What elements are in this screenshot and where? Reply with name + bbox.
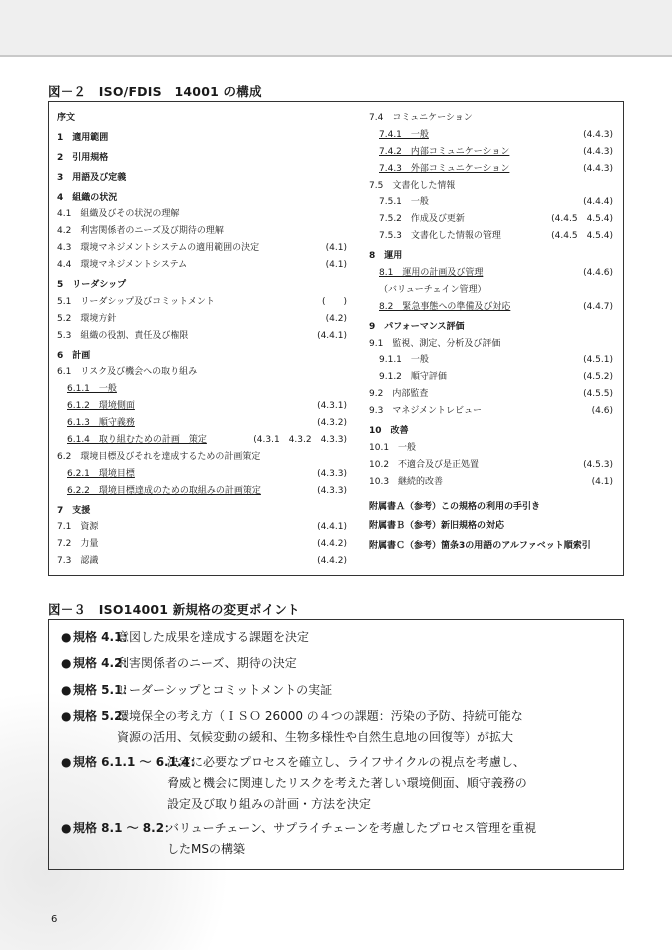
change-point-text — [117, 653, 617, 674]
toc-row — [57, 170, 347, 187]
toc-label: 附属書Ｂ（参考）新旧規格の対応 — [369, 521, 505, 532]
toc-reference: (4.5.3) — [583, 459, 613, 470]
toc-row — [57, 519, 347, 536]
change-point — [61, 627, 617, 648]
toc-label: 1 適用範囲 — [57, 132, 109, 143]
change-point-text — [167, 818, 617, 860]
figure-3-box — [48, 619, 624, 870]
toc-row — [369, 474, 613, 491]
bullet-icon: ● — [61, 821, 72, 835]
toc-label: 10 改善 — [369, 426, 409, 437]
toc-reference: (4.4.3) — [583, 146, 613, 157]
change-point-clause: 規格 4.1： — [73, 630, 135, 644]
change-point-text — [117, 627, 617, 648]
toc-row — [57, 432, 347, 449]
toc-label: 9.1 監視、測定、分析及び評価 — [369, 338, 501, 349]
page-number: 6 — [51, 914, 58, 925]
toc-reference: (4.4.6) — [583, 268, 613, 279]
toc-row — [369, 538, 613, 555]
toc-label: （バリューチェイン管理） — [379, 284, 487, 295]
toc-label: 6.2.1 環境目標 — [67, 468, 135, 479]
toc-label: 附属書Ａ（参考）この規格の利用の手引き — [369, 501, 541, 512]
toc-row — [369, 386, 613, 403]
toc-row — [57, 483, 347, 500]
toc-reference: (4.2) — [325, 313, 347, 324]
toc-label: 7.3 認識 — [57, 556, 99, 567]
toc-row — [369, 369, 613, 386]
toc-reference: (4.1) — [591, 476, 613, 487]
toc-row — [57, 294, 347, 311]
change-point-clause: 規格 8.1 ～ 8.2： — [73, 821, 177, 835]
toc-row — [369, 440, 613, 457]
toc-row — [57, 466, 347, 483]
toc-row — [57, 223, 347, 240]
toc-row — [369, 144, 613, 161]
toc-label: 9 パフォーマンス評価 — [369, 321, 465, 332]
change-point-line: 意図した成果を達成する課題を決定 — [117, 630, 310, 644]
toc-label: 4.2 利害関係者のニーズ及び期待の理解 — [57, 226, 224, 237]
toc-reference: (4.4.5 4.5.4) — [551, 231, 613, 242]
toc-label: 6.1.4 取り組むための計画 策定 — [67, 435, 207, 446]
toc-label: 7 支援 — [57, 505, 91, 516]
toc-label: 8 運用 — [369, 251, 403, 262]
toc-row — [369, 457, 613, 474]
change-point-line: 設定及び取り組みの計画・方法を決定 — [167, 797, 372, 811]
toc-label: 5 リーダシップ — [57, 280, 127, 291]
toc-row — [369, 110, 613, 127]
change-point-line: 資源の活用、気候変動の緩和、生物多様性や自然生息地の回復等）が拡大 — [117, 730, 514, 744]
change-point-clause: 規格 5.1： — [73, 683, 135, 697]
toc-row — [369, 127, 613, 144]
toc-row — [369, 282, 613, 299]
toc-row — [369, 265, 613, 282]
change-point-clause: 規格 6.1.1 ～ 6.1.4： — [73, 755, 202, 769]
toc-label: 10.1 一般 — [369, 442, 417, 453]
toc-label: 7.2 力量 — [57, 539, 99, 550]
toc-row — [57, 150, 347, 167]
toc-reference: (4.4.1) — [317, 522, 347, 533]
toc-reference: (4.3.3) — [317, 485, 347, 496]
toc-label: 6.1.1 一般 — [67, 384, 117, 395]
change-point-text — [117, 706, 617, 748]
toc-label: 7.1 資源 — [57, 522, 99, 533]
toc-label: 4 組織の状況 — [57, 192, 118, 203]
bullet-icon: ● — [61, 683, 72, 697]
toc-label: 附属書Ｃ（参考）箇条3の用語のアルファベット順索引 — [369, 541, 591, 552]
toc-row — [57, 536, 347, 553]
toc-label: 5.1 リーダシップ及びコミットメント — [57, 296, 215, 307]
toc-row — [369, 403, 613, 420]
figure-2-box — [48, 101, 624, 576]
toc-label: 7.5.3 文書化した情報の管理 — [379, 231, 501, 242]
toc-row — [57, 503, 347, 520]
toc-label: 8.1 運用の計画及び管理 — [379, 268, 484, 279]
toc-row — [57, 240, 347, 257]
change-point-line: 環境保全の考え方（ＩＳＯ 26000 の４つの課題：汚染の予防、持続可能な — [117, 709, 523, 723]
toc-label: 7.4.1 一般 — [379, 129, 429, 140]
toc-label: 7.5 文書化した情報 — [369, 180, 456, 191]
header-rule — [0, 55, 672, 57]
toc-label: 7.4.3 外部コミュニケーション — [379, 163, 510, 174]
toc-label: 9.2 内部監査 — [369, 389, 429, 400]
toc-row — [369, 299, 613, 316]
toc-reference: (4.3.1 4.3.2 4.3.3) — [253, 435, 347, 446]
toc-reference: (4.4.2) — [317, 539, 347, 550]
toc-row — [369, 336, 613, 353]
toc-label: 6.1.3 順守義務 — [67, 418, 135, 429]
toc-row — [57, 110, 347, 127]
change-point-text — [117, 680, 617, 701]
toc-row — [57, 257, 347, 274]
toc-reference: (4.3.2) — [317, 418, 347, 429]
toc-row — [57, 381, 347, 398]
toc-label: 8.2 緊急事態への準備及び対応 — [379, 301, 511, 312]
toc-row — [369, 352, 613, 369]
toc-label: 3 用語及び定義 — [57, 172, 127, 183]
toc-label: 7.4.2 内部コミュニケーション — [379, 146, 510, 157]
toc-label: 7.4 コミュニケーション — [369, 113, 473, 123]
toc-reference: (4.4.4) — [583, 197, 613, 208]
change-point-clause: 規格 5.2： — [73, 709, 135, 723]
toc-row — [369, 319, 613, 336]
toc-row — [57, 206, 347, 223]
toc-reference: (4.5.1) — [583, 355, 613, 366]
toc-reference: (4.4.2) — [317, 556, 347, 567]
toc-label: 5.3 組織の役割、責任及び権限 — [57, 330, 189, 341]
bullet-icon: ● — [61, 630, 72, 644]
change-point-line: 決定に必要なプロセスを確立し、ライフサイクルの視点を考慮し、 — [167, 755, 525, 769]
change-point-clause: 規格 4.2： — [73, 656, 135, 670]
change-point — [61, 752, 617, 815]
change-point-line: 脅威と機会に関連したリスクを考えた著しい環境側面、順守義務の — [167, 776, 527, 790]
change-point-line: 利害関係者のニーズ、期待の決定 — [117, 656, 297, 670]
change-point — [61, 818, 617, 860]
toc-row — [57, 277, 347, 294]
toc-label: 4.3 環境マネジメントシステムの適用範囲の決定 — [57, 243, 260, 254]
change-point-line: したMSの構築 — [167, 842, 245, 856]
toc-label: 9.1.1 一般 — [379, 355, 429, 366]
toc-row — [57, 311, 347, 328]
toc-row — [369, 499, 613, 516]
bullet-icon: ● — [61, 755, 72, 769]
toc-label: 2 引用規格 — [57, 152, 109, 163]
figure-2-left-column — [57, 110, 347, 570]
figure-2-title: 図－２ ISO/FDIS 14001 の構成 — [48, 84, 262, 99]
toc-reference: (4.6) — [591, 406, 613, 417]
toc-row — [369, 161, 613, 178]
toc-reference: (4.5.5) — [583, 389, 613, 400]
toc-label: 6.1.2 環境側面 — [67, 401, 135, 412]
toc-reference: (4.5.2) — [583, 372, 613, 383]
toc-reference: (4.4.7) — [583, 301, 613, 312]
change-point — [61, 653, 617, 674]
figure-3-title: 図－３ ISO14001 新規格の変更ポイント — [48, 602, 300, 617]
toc-reference: (4.4.3) — [583, 129, 613, 140]
toc-label: 4.1 組織及びその状況の理解 — [57, 209, 180, 220]
header-band — [0, 0, 672, 55]
toc-label: 6.1 リスク及び機会への取り組み — [57, 367, 198, 378]
toc-row — [57, 364, 347, 381]
change-point — [61, 680, 617, 701]
toc-label: 6.2 環境目標及びそれを達成するための計画策定 — [57, 451, 261, 462]
toc-row — [57, 449, 347, 466]
change-point-line: リーダーシップとコミットメントの実証 — [117, 683, 333, 697]
toc-row — [57, 348, 347, 365]
toc-label: 9.1.2 順守評価 — [379, 372, 447, 383]
toc-row — [369, 228, 613, 245]
toc-reference: (4.3.1) — [317, 401, 347, 412]
toc-label: 序文 — [57, 113, 76, 123]
toc-label: 7.5.1 一般 — [379, 197, 429, 208]
toc-label: 4.4 環境マネジメントシステム — [57, 260, 188, 271]
toc-row — [57, 553, 347, 570]
toc-row — [57, 328, 347, 345]
toc-row — [57, 398, 347, 415]
toc-reference: ( ) — [321, 296, 347, 307]
toc-label: 6 計画 — [57, 350, 91, 361]
toc-row — [369, 194, 613, 211]
toc-reference: (4.1) — [325, 260, 347, 271]
change-point-line: バリューチェーン、サプライチェーンを考慮したプロセス管理を重視 — [167, 821, 537, 835]
figure-2-right-column — [369, 110, 613, 555]
bullet-icon: ● — [61, 709, 72, 723]
bullet-icon: ● — [61, 656, 72, 670]
toc-row — [57, 415, 347, 432]
toc-reference: (4.3.3) — [317, 468, 347, 479]
toc-row — [369, 248, 613, 265]
toc-label: 6.2.2 環境目標達成のための取組みの計画策定 — [67, 485, 261, 496]
toc-reference: (4.4.3) — [583, 163, 613, 174]
toc-row — [57, 190, 347, 207]
toc-label: 9.3 マネジメントレビュー — [369, 406, 483, 417]
toc-label: 10.3 継続的改善 — [369, 476, 444, 487]
toc-row — [369, 423, 613, 440]
toc-label: 10.2 不適合及び是正処置 — [369, 459, 480, 470]
toc-label: 5.2 環境方針 — [57, 313, 117, 324]
toc-label: 7.5.2 作成及び更新 — [379, 214, 465, 225]
change-point — [61, 706, 617, 748]
toc-reference: (4.4.5 4.5.4) — [551, 214, 613, 225]
change-point-text — [167, 752, 617, 815]
toc-reference: (4.1) — [325, 243, 347, 254]
toc-row — [369, 178, 613, 195]
toc-row — [57, 130, 347, 147]
toc-row — [369, 518, 613, 535]
toc-row — [369, 211, 613, 228]
toc-reference: (4.4.1) — [317, 330, 347, 341]
